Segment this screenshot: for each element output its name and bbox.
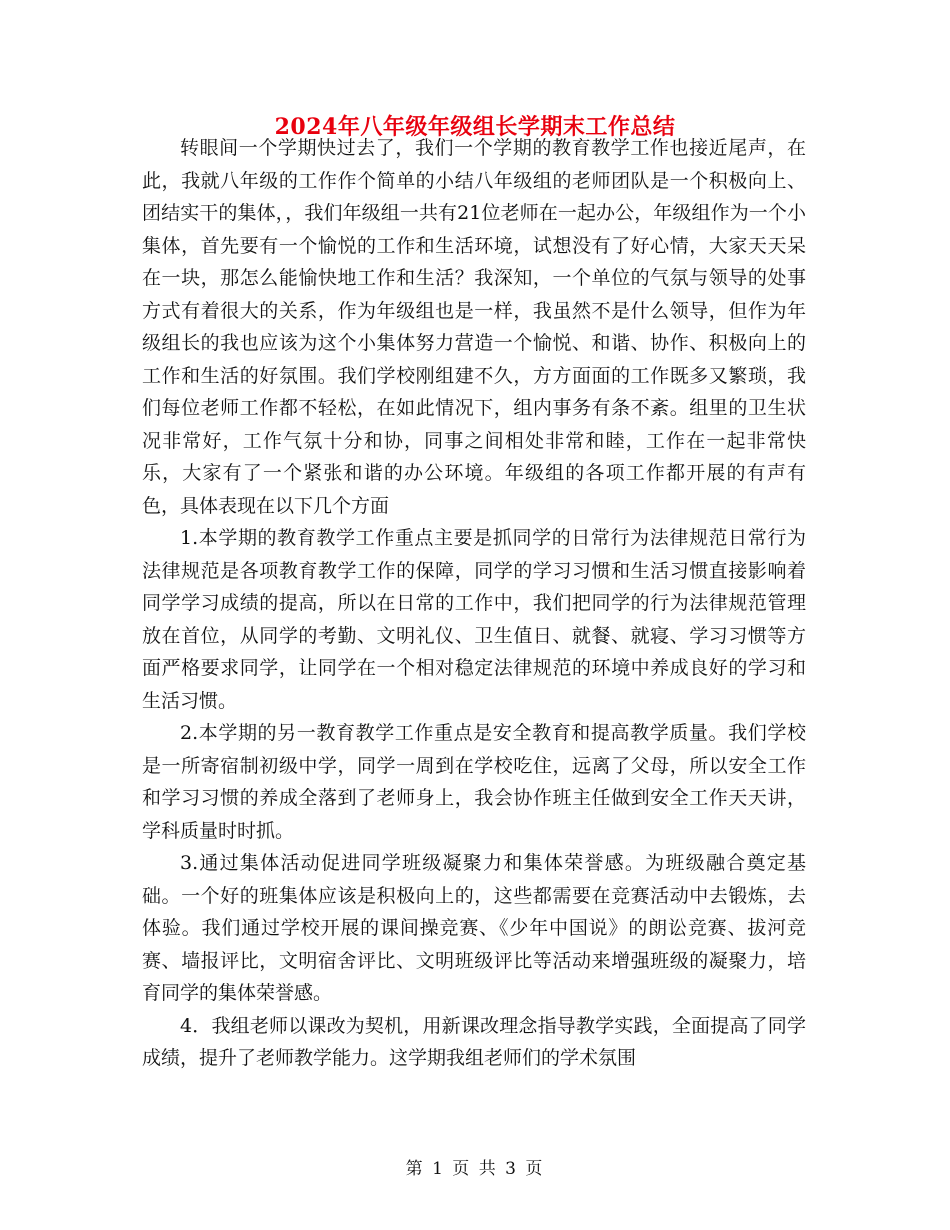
- page-number-footer: 第 1 页 共 3 页: [405, 1159, 545, 1179]
- document-title: 2024年八年级年级组长学期末工作总结: [274, 114, 676, 140]
- paragraph-item-2: 2.本学期的另一教育教学工作重点是安全教育和提高教学质量。我们学校是一所寄宿制初级中学，同学一周到在学校吃住，远离了父母，所以安全工作和学习习惯的养成全落到了老师身上，我会协作班主任做到安全工作天天讲，学科质量时时抓。: [142, 722, 806, 842]
- paragraph-item-3: 3.通过集体活动促进同学班级凝聚力和集体荣誉感。为班级融合奠定基础。一个好的班集体应该是积极向上的，这些都需要在竞赛活动中去锻炼，去体验。我们通过学校开展的课间操竞赛、《少年中国说》的朗讼竞赛、拔河竞赛、墙报评比，文明宿舍评比、文明班级评比等活动来增强班级的凝聚力，培育同学的集体荣誉感。: [142, 852, 806, 1004]
- paragraph-item-1: 1.本学期的教育教学工作重点主要是抓同学的日常行为法律规范日常行为法律规范是各项教育教学工作的保障，同学的学习习惯和生活习惯直接影响着同学学习成绩的提高，所以在日常的工作中，我们把同学的行为法律规范管理放在首位，从同学的考勤、文明礼仪、卫生值日、就餐、就寝、学习习惯等方面严格要求同学，让同学在一个相对稳定法律规范的环境中养成良好的学习和生活习惯。: [142, 527, 806, 712]
- paragraph-item-4: 4．我组老师以课改为契机，用新课改理念指导教学实践，全面提高了同学成绩，提升了老师教学能力。这学期我组老师们的学术氛围: [142, 1014, 806, 1069]
- document-body: [142, 132, 806, 1075]
- paragraph-intro: 转眼间一个学期快过去了，我们一个学期的教育教学工作也接近尾声，在此，我就八年级的工作作个简单的小结八年级组的老师团队是一个积极向上、团结实干的集体，，我们年级组一共有21位老师在一起办公，年级组作为一个小集体，首先要有一个愉悦的工作和生活环境，试想没有了好心情，大家天天呆在一块，那怎么能愉快地工作和生活？我深知，一个单位的气氛与领导的处事方式有着很大的关系，作为年级组也是一样，我虽然不是什么领导，但作为年级组长的我也应该为这个小集体努力营造一个愉悦、和谐、协作、积极向上的工作和生活的好氛围。我们学校刚组建不久，方方面面的工作既多又繁琐，我们每位老师工作都不轻松，在如此情况下，组内事务有条不紊。组里的卫生状况非常好，工作气氛十分和协，同事之间相处非常和睦，工作在一起非常快乐，大家有了一个紧张和谐的办公环境。年级组的各项工作都开展的有声有色，具体表现在以下几个方面: [142, 137, 806, 517]
